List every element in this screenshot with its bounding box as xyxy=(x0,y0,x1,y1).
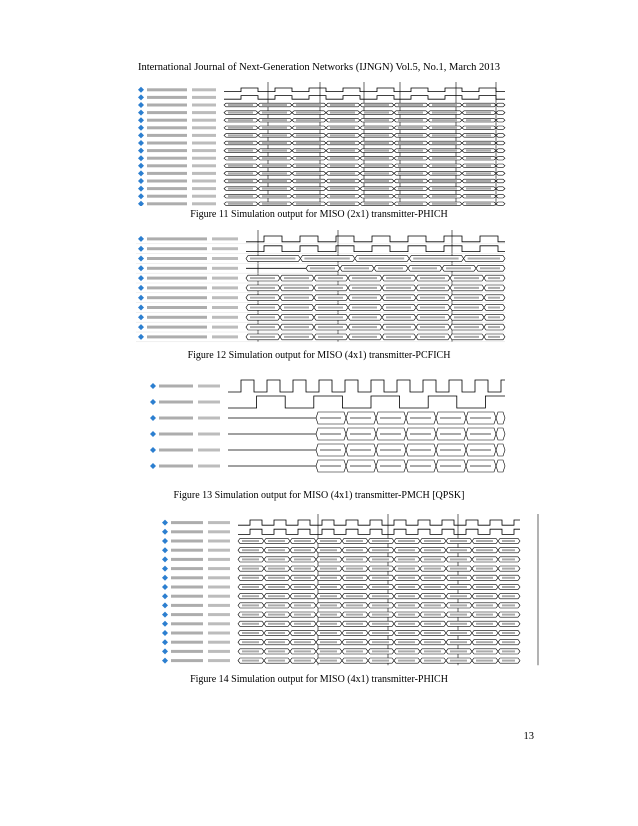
signal-icon xyxy=(138,275,144,281)
signal-icon xyxy=(162,529,168,535)
signal-icon xyxy=(138,285,144,291)
signal-icon xyxy=(162,658,168,664)
signal-icon xyxy=(162,593,168,599)
signal-icon xyxy=(162,612,168,618)
signal-icon xyxy=(138,246,144,252)
signal-icon xyxy=(162,621,168,627)
figure-14-caption: Figure 14 Simulation output for MISO (4x1) transmitter-PHICH xyxy=(190,674,448,685)
signal-icon xyxy=(162,630,168,636)
signal-icon xyxy=(138,265,144,271)
page-number: 13 xyxy=(523,731,534,742)
signal-icon xyxy=(150,431,156,437)
signal-icon xyxy=(162,566,168,572)
signal-icon xyxy=(138,117,144,123)
figure-12-caption: Figure 12 Simulation output for MISO (4x1) transmitter-PCFICH xyxy=(187,350,451,361)
running-header: International Journal of Next-Generation Networks (IJNGN) Vol.5, No.1, March 2013 xyxy=(137,62,501,73)
signal-icon xyxy=(138,110,144,116)
signal-icon xyxy=(138,256,144,262)
signal-icon xyxy=(138,102,144,108)
signal-icon xyxy=(150,399,156,405)
signal-icon xyxy=(138,295,144,301)
figure-13-caption: Figure 13 Simulation output for MISO (4x1) transmitter-PMCH [QPSK] xyxy=(173,490,465,501)
signal-icon xyxy=(138,94,144,100)
waveform-figure-12 xyxy=(0,228,638,346)
signal-icon xyxy=(138,132,144,138)
waveform-figure-14 xyxy=(0,512,638,670)
signal-icon xyxy=(138,314,144,320)
signal-icon xyxy=(162,602,168,608)
signal-icon xyxy=(150,415,156,421)
signal-icon xyxy=(150,447,156,453)
signal-icon xyxy=(138,178,144,184)
signal-icon xyxy=(138,163,144,169)
waveform-figure-13 xyxy=(0,372,638,484)
signal-icon xyxy=(138,324,144,330)
figure-11-caption: Figure 11 Simulation output for MISO (2x1) transmitter-PHICH xyxy=(190,209,448,220)
signal-icon xyxy=(162,639,168,645)
signal-icon xyxy=(138,87,144,93)
signal-icon xyxy=(138,305,144,311)
signal-icon xyxy=(138,155,144,161)
signal-icon xyxy=(138,236,144,242)
signal-icon xyxy=(162,556,168,562)
signal-icon xyxy=(138,334,144,340)
signal-icon xyxy=(138,186,144,192)
signal-icon xyxy=(150,463,156,469)
signal-icon xyxy=(138,125,144,131)
signal-icon xyxy=(150,383,156,389)
signal-icon xyxy=(138,148,144,154)
signal-icon xyxy=(138,193,144,199)
signal-icon xyxy=(162,547,168,553)
signal-icon xyxy=(138,201,144,206)
signal-icon xyxy=(162,538,168,544)
signal-icon xyxy=(162,575,168,581)
waveform-figure-11 xyxy=(0,78,638,206)
signal-icon xyxy=(162,584,168,590)
signal-icon xyxy=(162,520,168,526)
signal-icon xyxy=(138,140,144,146)
signal-icon xyxy=(138,170,144,176)
signal-icon xyxy=(162,648,168,654)
